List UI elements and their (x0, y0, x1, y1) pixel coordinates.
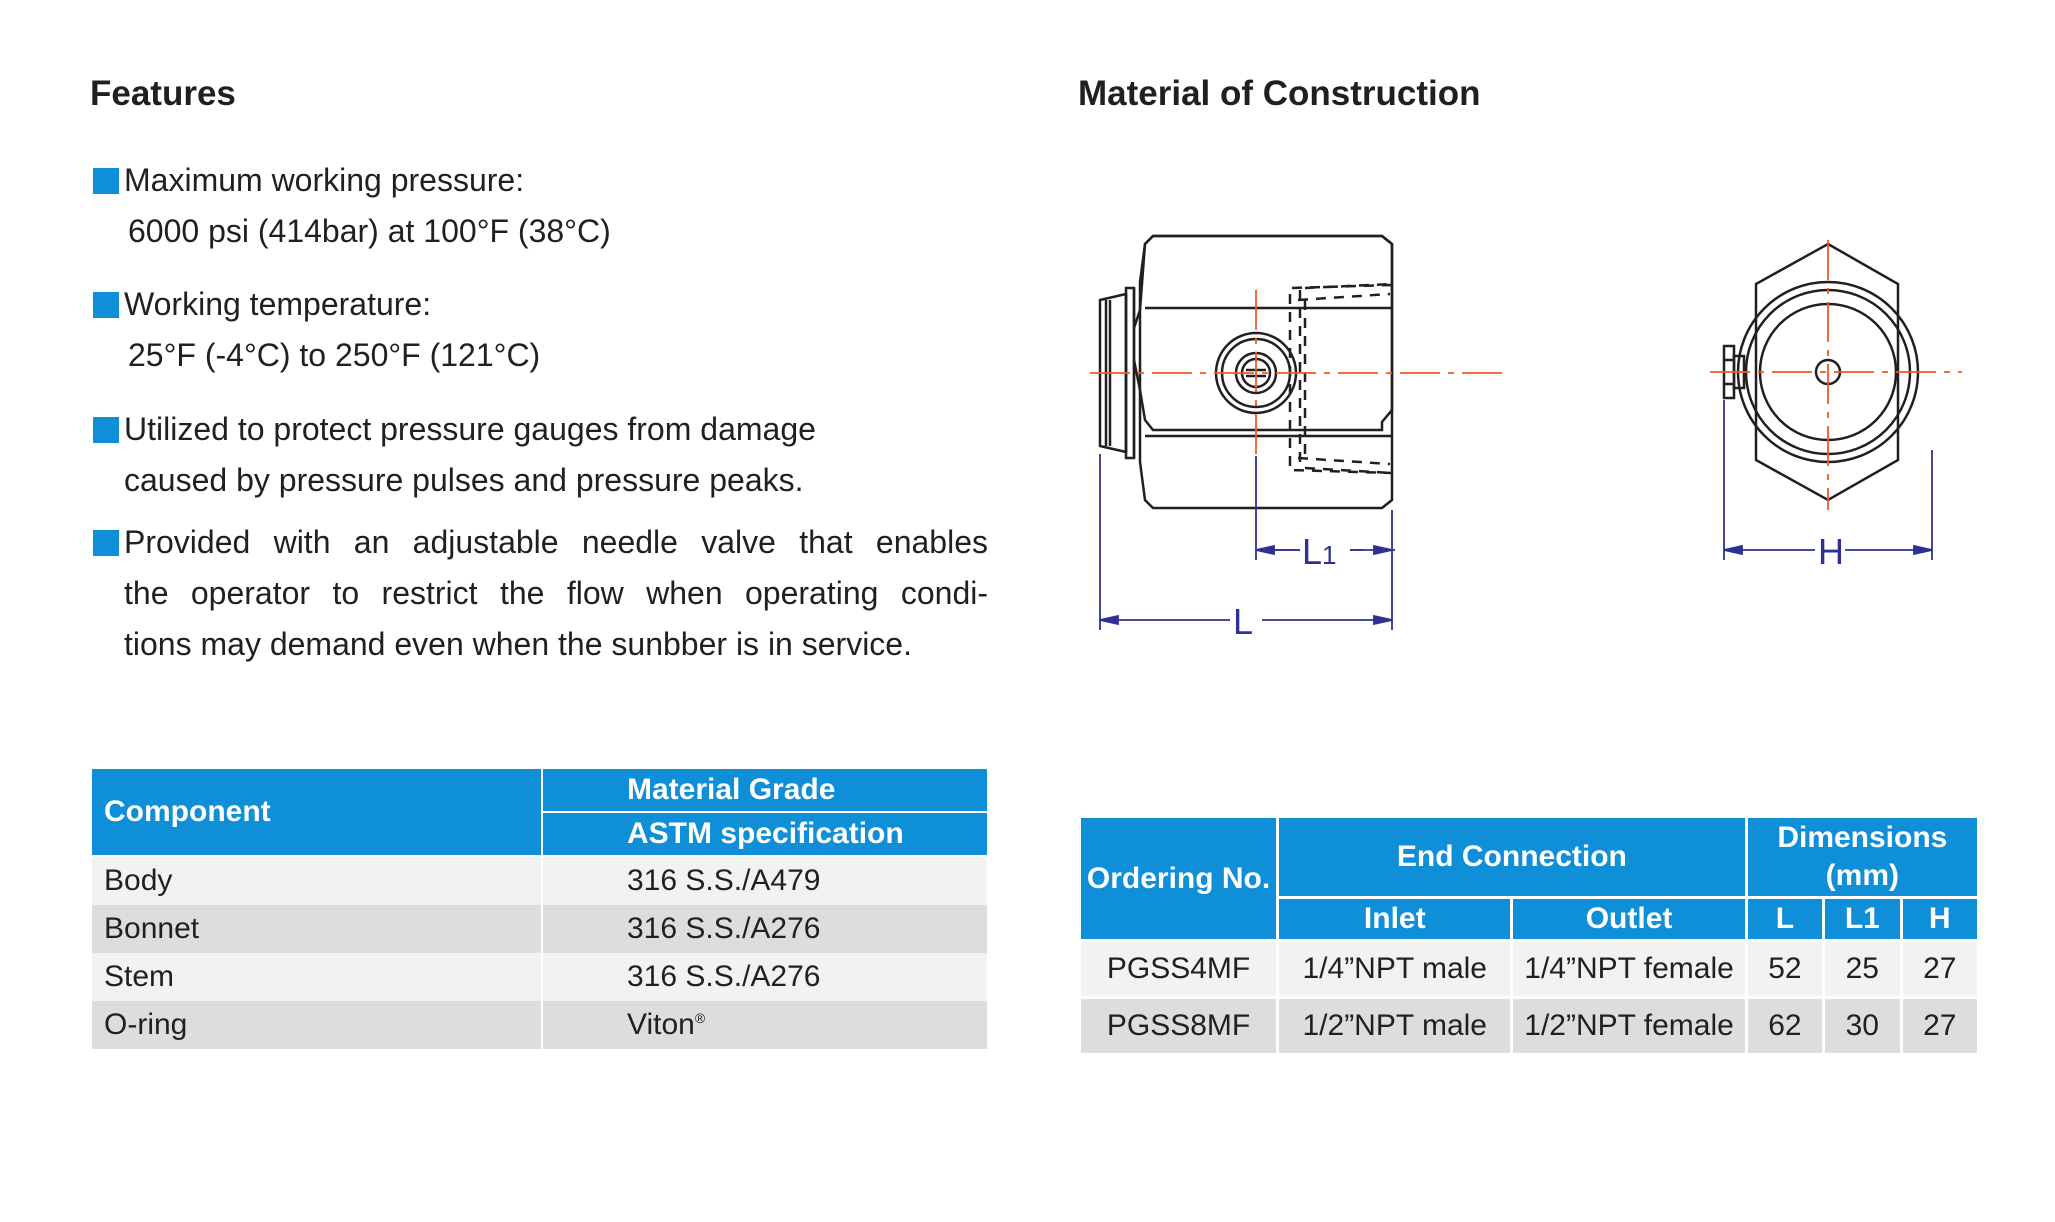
features-heading: Features (90, 74, 236, 113)
feature-item (90, 155, 988, 257)
header-material-grade: Material Grade (542, 768, 988, 812)
feature-item (90, 279, 988, 381)
cell-ordering-no: PGSS4MF (1080, 941, 1278, 998)
header-dimensions (1746, 817, 1978, 898)
construction-heading: Material of Construction (1078, 74, 1481, 113)
registered-mark: ® (694, 1010, 706, 1026)
feature-item (90, 517, 988, 670)
material-table (90, 767, 989, 1049)
bullet-square-icon (93, 168, 119, 194)
cell-component: O-ring (91, 1001, 542, 1049)
cell-H: 27 (1901, 941, 1978, 998)
header-ordering-no: Ordering No. (1080, 817, 1278, 941)
label-L: L (1233, 601, 1254, 642)
cell-material: 316 S.S./A276 (542, 905, 988, 953)
feature-text: caused by pressure pulses and pressure peaks. (124, 462, 804, 498)
header-astm: ASTM specification (542, 812, 988, 856)
cell-material: 316 S.S./A276 (542, 953, 988, 1001)
cell-material: 316 S.S./A479 (542, 856, 988, 905)
table-row (91, 856, 988, 905)
header-L: L (1746, 898, 1823, 941)
dimensions-label: Dimensions (1777, 821, 1948, 854)
cell-ordering-no: PGSS8MF (1080, 998, 1278, 1054)
table-row (91, 905, 988, 953)
feature-text: 25°F (-4°C) to 250°F (121°C) (128, 337, 541, 373)
material-name: Viton (627, 1008, 695, 1041)
feature-text: tions may demand even when the sunbber is in service. (124, 626, 912, 662)
cell-component: Bonnet (91, 905, 542, 953)
cell-L: 52 (1746, 941, 1823, 998)
cell-H: 27 (1901, 998, 1978, 1054)
cell-component: Stem (91, 953, 542, 1001)
label-L1: L1 (1302, 531, 1337, 572)
cell-inlet: 1/4”NPT male (1278, 941, 1512, 998)
feature-text: Working temperature: (124, 286, 432, 322)
label-H: H (1818, 531, 1844, 572)
cell-outlet: 1/2”NPT female (1512, 998, 1746, 1054)
feature-text: the operator to restrict the flow when operating condi- (124, 575, 988, 611)
dimensions-unit: (mm) (1825, 859, 1900, 892)
table-row (91, 1001, 988, 1049)
bullet-square-icon (93, 417, 119, 443)
feature-item (90, 404, 988, 506)
cell-component: Body (91, 856, 542, 905)
feature-text: 6000 psi (414bar) at 100°F (38°C) (128, 213, 611, 249)
cell-inlet: 1/2”NPT male (1278, 998, 1512, 1054)
snubber-drawing (1090, 230, 1990, 650)
cell-L: 62 (1746, 998, 1823, 1054)
feature-text: Maximum working pressure: (124, 162, 525, 198)
header-end-connection: End Connection (1278, 817, 1747, 898)
bullet-square-icon (93, 530, 119, 556)
cell-L1: 25 (1824, 941, 1901, 998)
cell-material (542, 1001, 988, 1049)
cell-outlet: 1/4”NPT female (1512, 941, 1746, 998)
header-inlet: Inlet (1278, 898, 1512, 941)
bullet-square-icon (93, 292, 119, 318)
header-component: Component (91, 768, 542, 856)
header-H: H (1901, 898, 1978, 941)
table-row (91, 953, 988, 1001)
table-row (1080, 941, 1979, 998)
cell-L1: 30 (1824, 998, 1901, 1054)
header-outlet: Outlet (1512, 898, 1746, 941)
header-L1: L1 (1824, 898, 1901, 941)
ordering-table (1078, 815, 1980, 1053)
feature-text: Utilized to protect pressure gauges from damage (124, 411, 816, 447)
feature-text: Provided with an adjustable needle valve that enables (124, 524, 988, 560)
table-row (1080, 998, 1979, 1054)
